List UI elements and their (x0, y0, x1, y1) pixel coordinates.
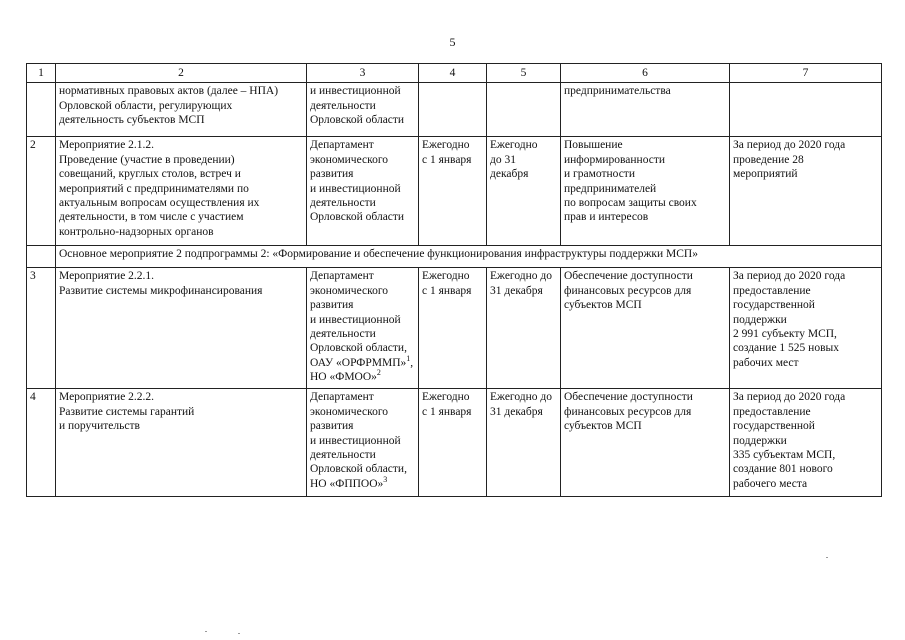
row-number-cell: 4 (27, 389, 56, 497)
table-row (27, 268, 882, 389)
table-row (27, 137, 882, 246)
measure-title: Мероприятие 2.1.2. (59, 139, 155, 152)
text-line: совещаний, круглых столов, встреч и (59, 168, 241, 181)
executor-org: НО «ФППОО» (310, 477, 384, 490)
text-line: развития (310, 168, 354, 181)
text-line: развития (310, 420, 354, 433)
text-line: деятельности (310, 449, 376, 462)
row-number-cell (27, 83, 56, 137)
text-line: и инвестиционной (310, 434, 401, 447)
text-line: с 1 января (422, 153, 472, 166)
indicator-cell (730, 83, 882, 137)
text-line: нормативных правовых актов (далее – НПА) (59, 85, 279, 98)
indicator-cell (730, 137, 882, 246)
executor-cell (307, 389, 419, 497)
start-cell (419, 389, 487, 497)
header-cell-1: 1 (27, 64, 56, 83)
scan-speck (238, 633, 240, 634)
end-cell (487, 389, 561, 497)
text-line: Орловской области, (310, 342, 407, 355)
executor-cell (307, 137, 419, 246)
header-cell-7: 7 (730, 64, 882, 83)
text-line: Орловской области, регулирующих (59, 99, 233, 112)
text-line: Департамент (310, 270, 374, 283)
start-cell (419, 268, 487, 389)
text-line: субъектов МСП (564, 299, 642, 312)
table-row (27, 389, 882, 497)
result-cell (561, 268, 730, 389)
footnote-ref: 3 (383, 475, 388, 485)
executor-org: ОАУ «ОРФРММП» (310, 356, 407, 369)
page-number: 5 (449, 35, 456, 49)
start-cell (419, 83, 487, 137)
text-line: экономического (310, 405, 389, 418)
executor-org: НО «ФМОО» (310, 371, 377, 384)
result-cell (561, 83, 730, 137)
measure-name-cell (56, 389, 307, 497)
text-line: предпринимателей (564, 182, 657, 195)
text-line: с 1 января (422, 284, 472, 297)
text-line: Орловской области (310, 211, 405, 224)
text-line: и поручительств (59, 420, 140, 433)
text-line: мероприятий с предпринимателями по (59, 182, 249, 195)
text-line: За период до 2020 года (733, 270, 846, 283)
text-line: до 31 (490, 153, 516, 166)
text-line: прав и интересов (564, 211, 649, 224)
text-line: Департамент (310, 139, 374, 152)
text-line: Ежегодно до (490, 391, 553, 404)
scan-speck (826, 557, 828, 558)
row-number-cell: 2 (27, 137, 56, 246)
text-line: Ежегодно (422, 270, 470, 283)
text-line: мероприятий (733, 168, 798, 181)
header-row (27, 64, 882, 83)
text-line: Орловской области (310, 114, 405, 127)
punctuation: , (410, 356, 414, 369)
text-line: 335 субъектам МСП, (733, 449, 836, 462)
executor-org-line (310, 356, 416, 370)
indicator-cell (730, 389, 882, 497)
text-line: актуальным вопросам осуществления их (59, 197, 260, 210)
header-cell-2: 2 (56, 64, 307, 83)
text-line: государственной (733, 420, 815, 433)
text-line: Ежегодно (490, 139, 538, 152)
text-line: 2 991 субъекту МСП, (733, 328, 837, 341)
text-line: финансовых ресурсов для (564, 284, 692, 297)
text-line: рабочих мест (733, 356, 799, 369)
result-cell (561, 389, 730, 497)
text-line: поддержки (733, 313, 787, 326)
text-line: с 1 января (422, 405, 472, 418)
text-line: Развитие системы микрофинансирования (59, 284, 263, 297)
executor-cell (307, 83, 419, 137)
section-row (27, 246, 882, 268)
text-line: информированности (564, 153, 666, 166)
executor-org-line (310, 370, 416, 384)
text-line: 31 декабря (490, 284, 543, 297)
end-cell (487, 137, 561, 246)
text-line: деятельности (310, 328, 376, 341)
text-line: деятельности (310, 197, 376, 210)
text-line: Обеспечение доступности (564, 391, 693, 404)
measure-title: Мероприятие 2.2.1. (59, 270, 155, 283)
end-cell (487, 83, 561, 137)
text-line: по вопросам защиты своих (564, 197, 697, 210)
section-title: Основное мероприятие 2 подпрограммы 2: «Формирование и обеспечение функционирования инфраструктуры поддержки МСП» (56, 246, 882, 268)
text-line: создание 801 нового (733, 463, 833, 476)
text-line: Ежегодно до (490, 270, 553, 283)
measure-name-cell (56, 268, 307, 389)
result-cell (561, 137, 730, 246)
text-line: создание 1 525 новых (733, 342, 839, 355)
measures-table (26, 63, 882, 497)
text-line: проведение 28 (733, 153, 804, 166)
text-line: Повышение (564, 139, 623, 152)
text-line: деятельность субъектов МСП (59, 114, 205, 127)
text-line: Развитие системы гарантий (59, 405, 195, 418)
text-line: государственной (733, 299, 815, 312)
footnote-ref: 2 (376, 368, 381, 378)
text-line: предоставление (733, 284, 811, 297)
header-cell-3: 3 (307, 64, 419, 83)
executor-org-line (310, 477, 416, 491)
text-line: и грамотности (564, 168, 635, 181)
text-line: предоставление (733, 405, 811, 418)
measure-name-cell (56, 137, 307, 246)
header-cell-5: 5 (487, 64, 561, 83)
text-line: Ежегодно (422, 391, 470, 404)
text-line: рабочего места (733, 477, 808, 490)
row-number-cell (27, 246, 56, 268)
text-line: Ежегодно (422, 139, 470, 152)
header-cell-4: 4 (419, 64, 487, 83)
text-line: предпринимательства (564, 85, 671, 98)
indicator-cell (730, 268, 882, 389)
start-cell (419, 137, 487, 246)
measure-name-cell (56, 83, 307, 137)
executor-cell (307, 268, 419, 389)
text-line: декабря (490, 168, 529, 181)
text-line: Проведение (участие в проведении) (59, 153, 235, 166)
text-line: За период до 2020 года (733, 139, 846, 152)
table-row-continuation (27, 83, 882, 137)
text-line: поддержки (733, 434, 787, 447)
text-line: и инвестиционной (310, 182, 401, 195)
end-cell (487, 268, 561, 389)
row-number-cell: 3 (27, 268, 56, 389)
text-line: деятельности (310, 99, 376, 112)
text-line: экономического (310, 284, 389, 297)
scan-speck (205, 631, 207, 632)
text-line: деятельности, в том числе с участием (59, 211, 244, 224)
text-line: контрольно-надзорных органов (59, 225, 214, 238)
text-line: Орловской области, (310, 463, 407, 476)
text-line: 31 декабря (490, 405, 543, 418)
header-cell-6: 6 (561, 64, 730, 83)
text-line: субъектов МСП (564, 420, 642, 433)
text-line: и инвестиционной (310, 313, 401, 326)
text-line: финансовых ресурсов для (564, 405, 692, 418)
text-line: Обеспечение доступности (564, 270, 693, 283)
text-line: экономического (310, 153, 389, 166)
footnote-ref: 1 (406, 354, 411, 364)
text-line: Департамент (310, 391, 374, 404)
text-line: и инвестиционной (310, 85, 401, 98)
measure-title: Мероприятие 2.2.2. (59, 391, 155, 404)
text-line: За период до 2020 года (733, 391, 846, 404)
text-line: развития (310, 299, 354, 312)
